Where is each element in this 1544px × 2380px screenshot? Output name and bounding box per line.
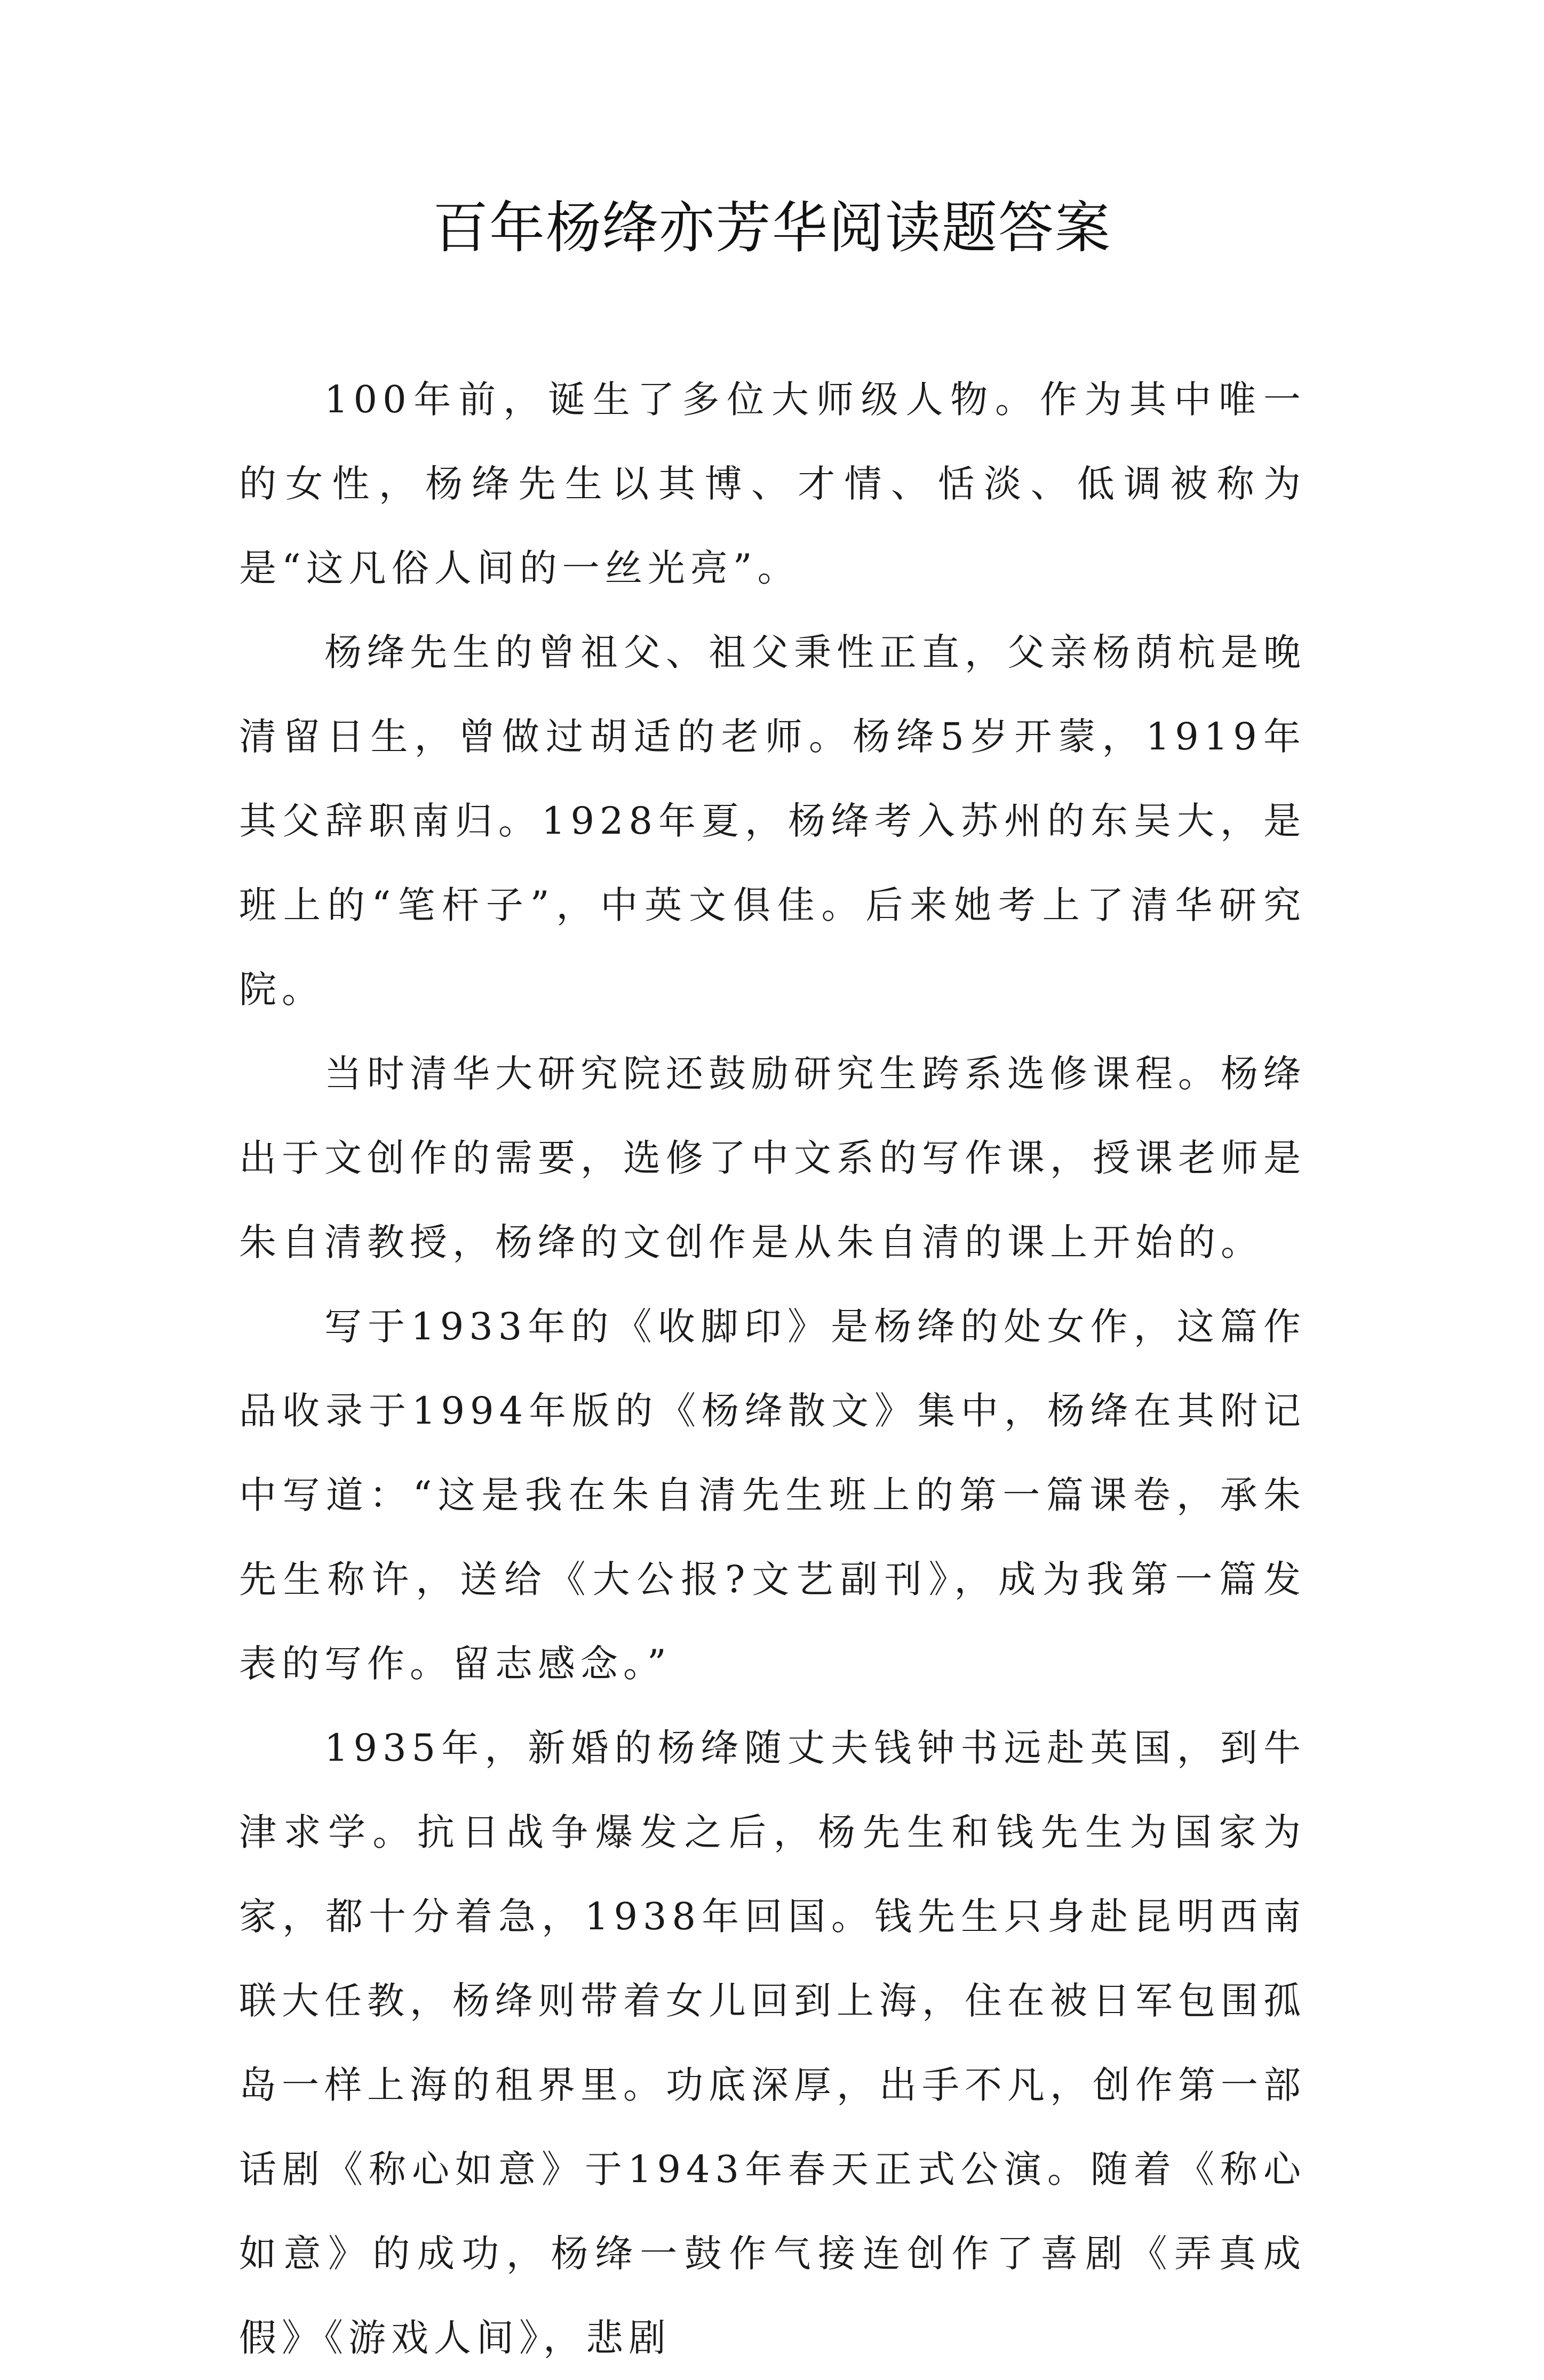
paragraph-tsinghua-study: 当时清华大研究院还鼓励研究生跨系选修课程。杨绛出于文创作的需要，选修了中文系的写作课，授课老师是朱自清教授，杨绛的文创作是从朱自清的课上开始的。 bbox=[239, 1052, 1306, 1264]
document-body bbox=[239, 357, 1306, 2380]
paragraph-england-and-drama: 1935年，新婚的杨绛随丈夫钱钟书远赴英国，到牛津求学。抗日战争爆发之后，杨先生和钱先生为国家为家，都十分着急，1938年回国。钱先生只身赴昆明西南联大任教，杨绛则带着女儿回到上海，住在被日军包围孤岛一样上海的租界里。功底深厚，出手不凡，创作第一部话剧《称心如意》于1943年春天正式公演。随着《称心如意》的成功，杨绛一鼓作气接连创作了喜剧《弄真成假》《游戏人间》，悲剧 bbox=[239, 1726, 1306, 2360]
paragraph-first-work: 写于1933年的《收脚印》是杨绛的处女作，这篇作品收录于1994年版的《杨绛散文》集中，杨绛在其附记中写道：“这是我在朱自清先生班上的第一篇课卷，承朱先生称许，送给《大公报?文艺副刊》，成为我第一篇发表的写作。留志感念。” bbox=[239, 1305, 1306, 1686]
paragraph-intro: 100年前，诞生了多位大师级人物。作为其中唯一的女性，杨绛先生以其博、才情、恬淡、低调被称为是“这凡俗人间的一丝光亮”。 bbox=[239, 378, 1306, 590]
document-title: 百年杨绛亦芳华阅读题答案 bbox=[432, 195, 1111, 260]
paragraph-family-background: 杨绛先生的曾祖父、祖父秉性正直，父亲杨荫杭是晚清留日生，曾做过胡适的老师。杨绛5岁开蒙，1919年其父辞职南归。1928年夏，杨绛考入苏州的东吴大，是班上的“笔杆子”，中英文俱佳。后来她考上了清华研究院。 bbox=[239, 630, 1306, 1011]
